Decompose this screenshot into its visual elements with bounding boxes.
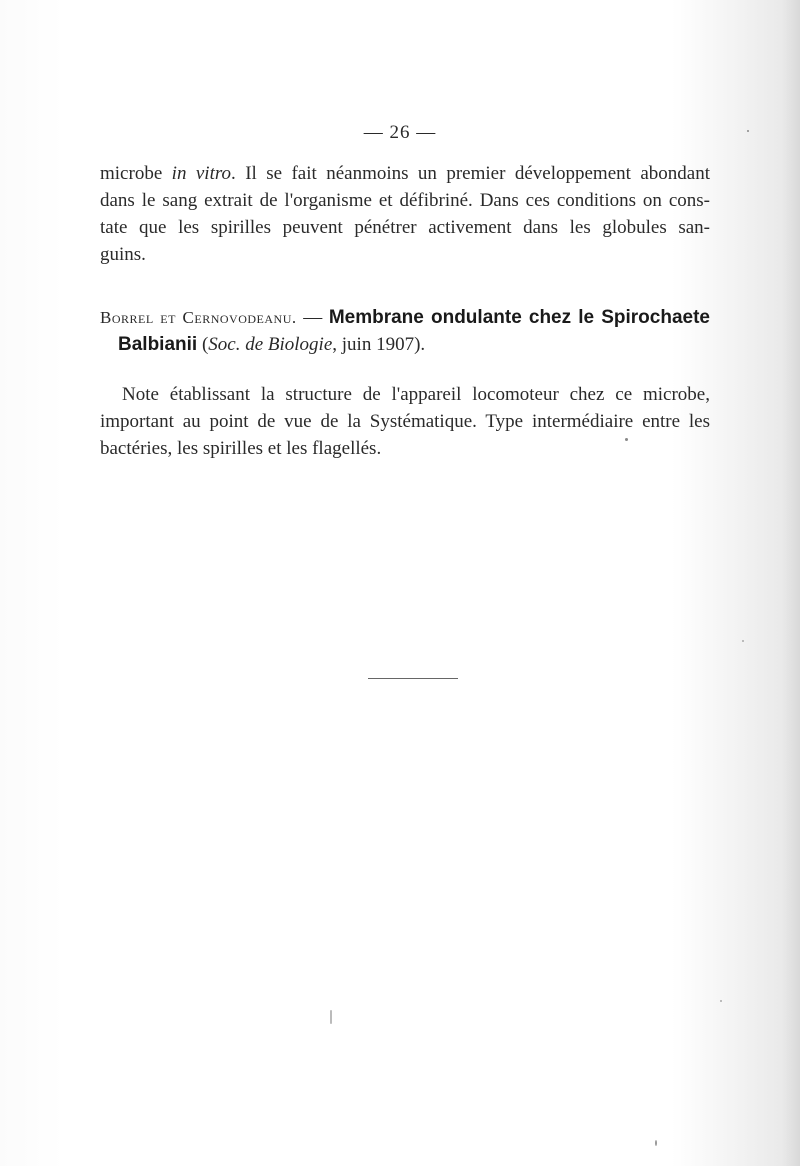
paragraph-line: Note établissant la structure de l'appareil locomoteur chez ce microbe, — [122, 384, 710, 405]
paragraph-line — [100, 160, 710, 187]
entry-dash: — — [296, 307, 329, 328]
paper-speck — [720, 1000, 722, 1002]
entry-title: Membrane ondulante chez le Spirochaete — [328, 307, 710, 328]
paragraph-line: bactéries, les spirilles et les flagellés. — [100, 438, 382, 459]
section-divider — [368, 678, 458, 679]
paper-speck — [747, 130, 749, 132]
page-edge-shadow — [782, 0, 800, 1166]
italic-term: in vitro — [171, 163, 232, 184]
entry-authors: Borrel et Cernovodeanu. — [100, 308, 297, 327]
entry-journal: Soc. de Biologie — [208, 334, 333, 355]
entry-summary-paragraph — [100, 381, 710, 462]
entry-date: , juin 1907). — [332, 334, 426, 355]
paragraph-continued — [100, 160, 710, 268]
bibliography-entry — [100, 304, 710, 358]
text-run: . Il se fait néanmoins un premier développement abondant — [231, 163, 710, 184]
paper-speck — [655, 1140, 657, 1146]
paragraph-line: dans le sang extrait de l'organisme et défibriné. Dans ces conditions on cons- — [100, 190, 710, 211]
paper-speck — [330, 1010, 332, 1024]
entry-ref-open: ( — [197, 334, 209, 355]
entry-title-end: Balbianii — [118, 334, 198, 355]
paper-speck — [625, 438, 628, 441]
text-run: microbe — [100, 163, 172, 184]
page-number: — 26 — — [363, 122, 437, 143]
paper-speck — [742, 640, 744, 642]
entry-heading-line — [100, 304, 710, 331]
entry-title-continuation — [100, 331, 710, 358]
paragraph-line: important au point de vue de la Systématique. Type intermédiaire entre les — [100, 411, 710, 432]
paragraph-line: guins. — [100, 244, 146, 265]
paragraph-line: tate que les spirilles peuvent pénétrer activement dans les globules san- — [100, 217, 710, 238]
